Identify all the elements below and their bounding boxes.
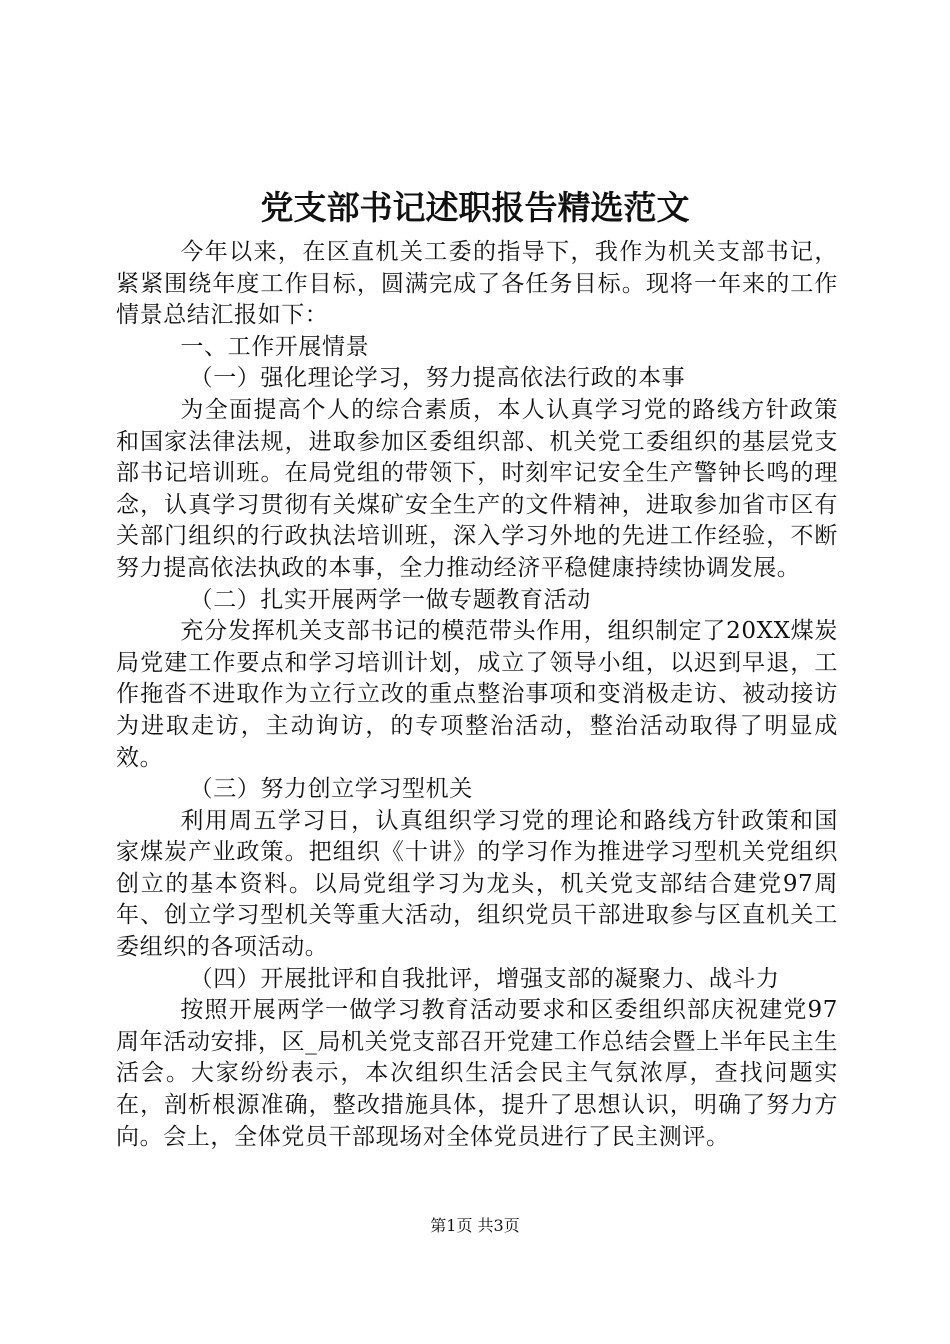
subsection-heading: （三）努力创立学习型机关	[189, 776, 473, 803]
paragraph-intro: 今年以来，在区直机关工委的指导下，我作为机关支部书记，紧紧围绕年度工作目标，圆满完成了各任务目标。现将一年来的工作情景总结汇报如下：	[116, 239, 838, 329]
page-number: 第1页 共3页	[430, 1216, 520, 1235]
subsection-heading: （一）强化理论学习，努力提高依法行政的本事	[189, 365, 686, 392]
page-title: 党支部书记述职报告精选范文	[260, 188, 690, 227]
section-heading: 一、工作开展情景	[180, 333, 370, 360]
paragraph: 为全面提高个人的综合素质，本人认真学习党的路线方针政策和国家法律法规，进取参加区委组织部、机关党工委组织的基层党支部书记培训班。在局党组的带领下，时刻牢记安全生产警钟长鸣的理念，认真学习贯彻有关煤矿安全生产的文件精神，进取参加省市区有关部门组织的行政执法培训班，深入学习外地的先进工作经验，不断努力提高依法执政的本事，全力推动经济平稳健康持续协调发展。	[116, 396, 838, 581]
subsection-heading: （二）扎实开展两学一做专题教育活动	[189, 586, 591, 613]
subsection-heading: （四）开展批评和自我批评，增强支部的凝聚力、战斗力	[189, 965, 780, 992]
document-body	[116, 237, 838, 1153]
paragraph: 充分发挥机关支部书记的模范带头作用，组织制定了20XX煤炭局党建工作要点和学习培训计划，成立了领导小组，以迟到早退，工作拖沓不进取作为立行立改的重点整治事项和变消极走访、被动接访为进取走访，主动询访，的专项整治活动，整治活动取得了明显成效。	[116, 618, 838, 771]
paragraph: 按照开展两学一做学习教育活动要求和区委组织部庆祝建党97周年活动安排，区_局机关党支部召开党建工作总结会暨上半年民主生活会。大家纷纷表示，本次组织生活会民主气氛浓厚，查找问题实在，剖析根源准确，整改措施具体，提升了思想认识，明确了努力方向。会上，全体党员干部现场对全体党员进行了民主测评。	[116, 997, 838, 1150]
paragraph: 利用周五学习日，认真组织学习党的理论和路线方针政策和国家煤炭产业政策。把组织《十讲》的学习作为推进学习型机关党组织创立的基本资料。以局党组学习为龙头，机关党支部结合建党97周年、创立学习型机关等重大活动，组织党员干部进取参与区直机关工委组织的各项活动。	[116, 807, 838, 961]
